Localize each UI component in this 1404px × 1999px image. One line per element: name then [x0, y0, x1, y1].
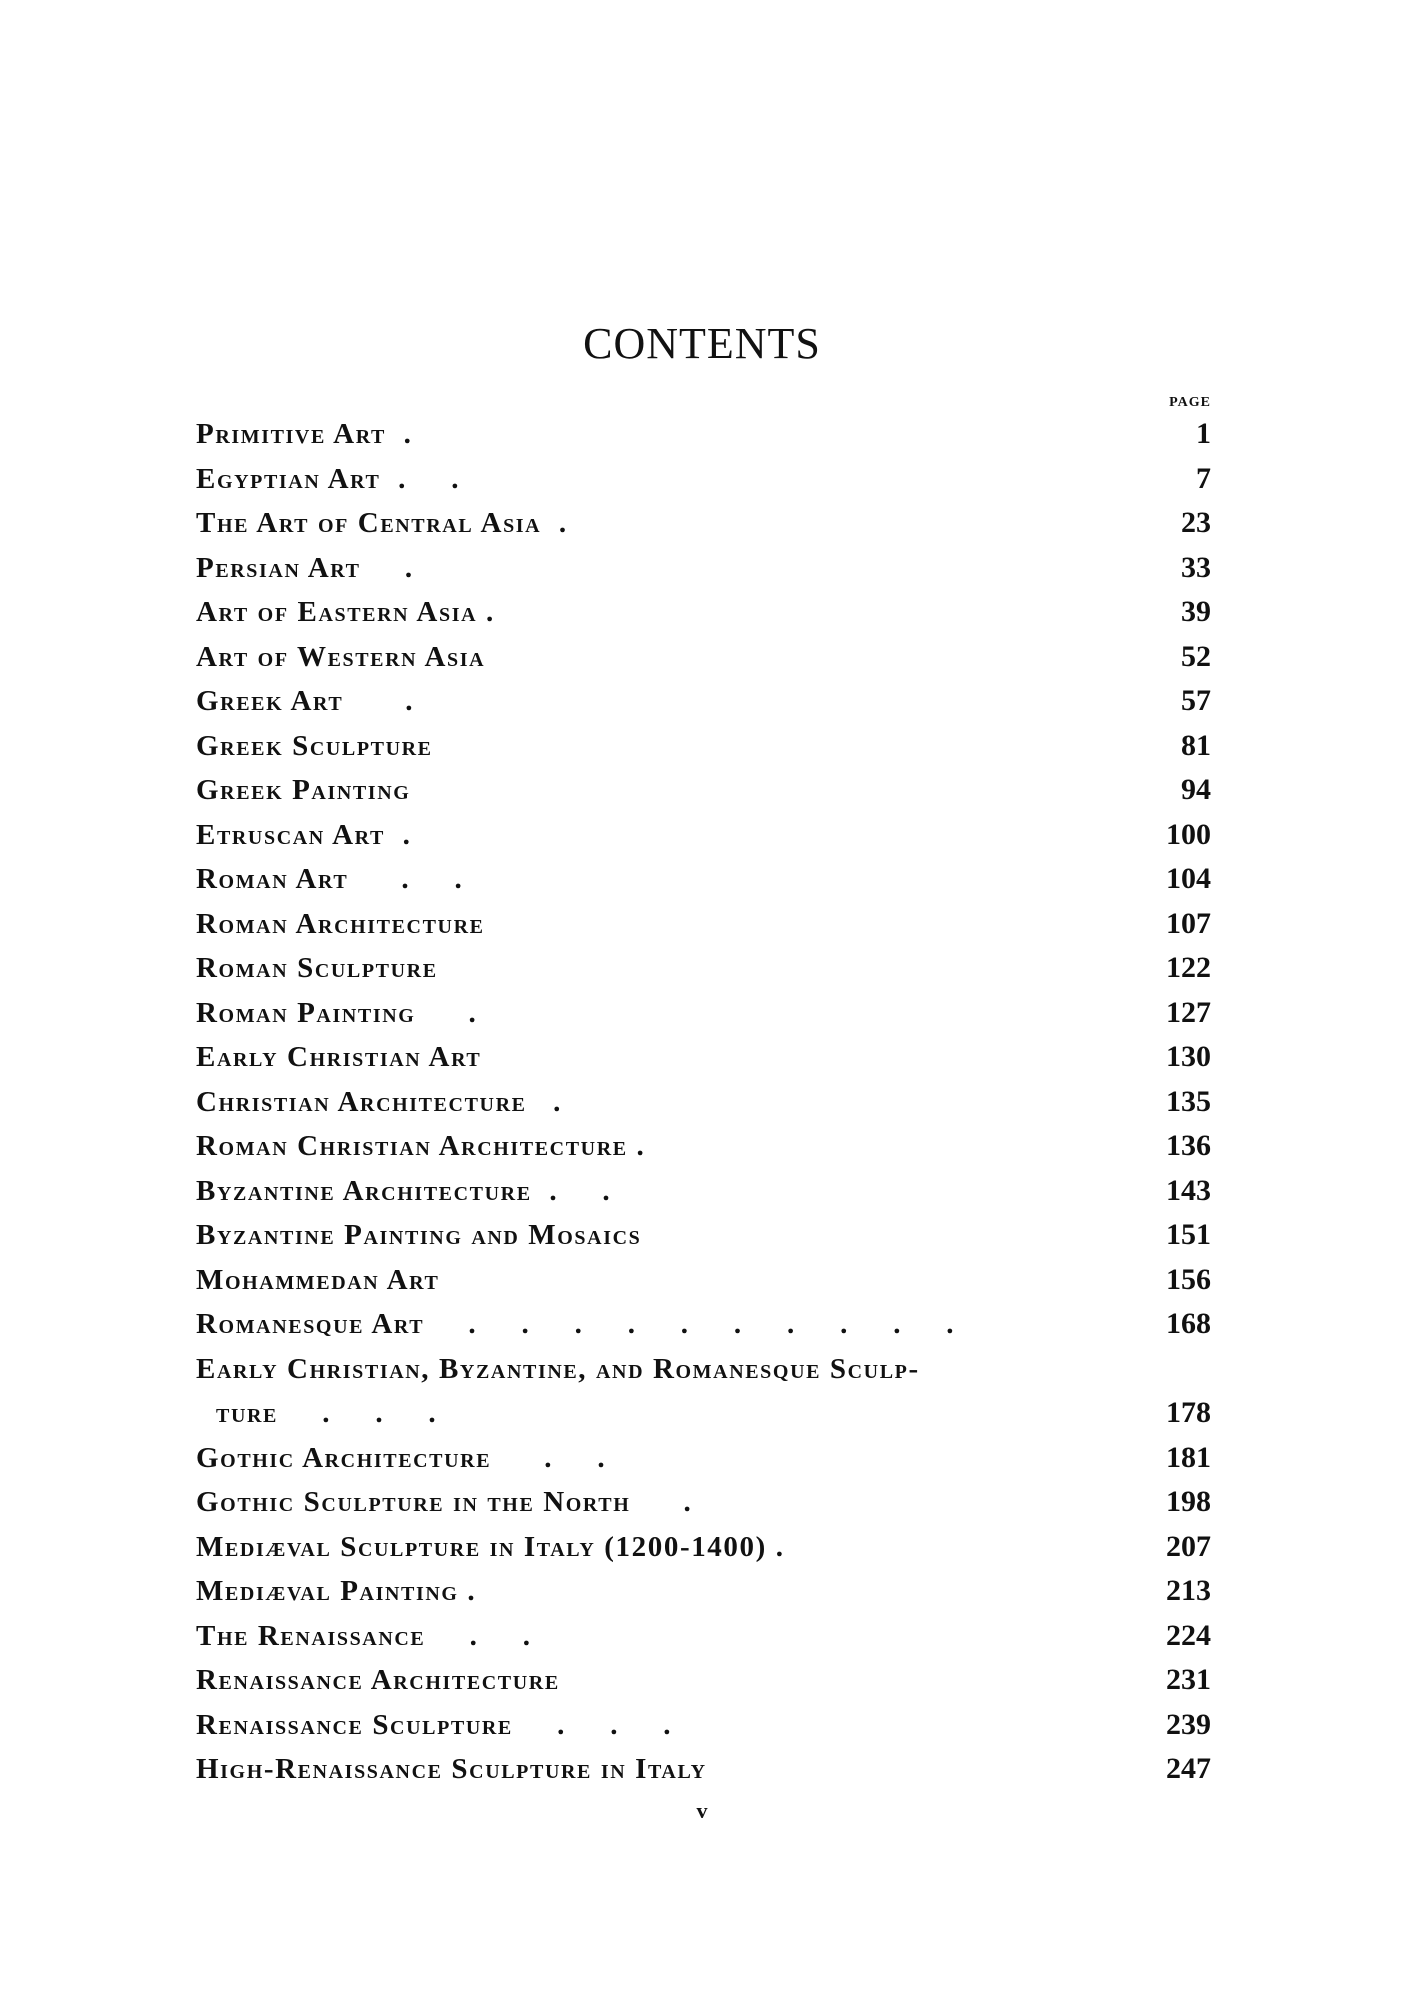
- toc-entry: [196, 857, 1211, 902]
- toc-entry-title: Greek Art .: [196, 685, 415, 717]
- toc-entry-page: 100: [1166, 817, 1211, 851]
- toc-entry-title: Early Christian, Byzantine, and Romanesque Sculp-: [196, 1352, 920, 1385]
- toc-entry-page: 224: [1166, 1618, 1211, 1652]
- toc-entry-title: High-Renaissance Sculpture in Italy: [196, 1753, 707, 1785]
- toc-entry-page: 107: [1166, 906, 1211, 940]
- toc-entry: [196, 768, 1211, 813]
- toc-entry-page: 81: [1181, 728, 1211, 762]
- toc-entry-page: 168: [1166, 1307, 1211, 1340]
- toc-entry: [196, 1302, 1211, 1347]
- toc-entry-page: 57: [1181, 684, 1211, 717]
- toc-entry: [196, 1480, 1211, 1525]
- toc-entry-page: 156: [1166, 1262, 1211, 1296]
- toc-entry-title: Renaissance Sculpture . . .: [196, 1708, 673, 1741]
- toc-entry-title: Byzantine Painting and Mosaics: [196, 1219, 642, 1251]
- toc-entry: [196, 501, 1211, 546]
- toc-entry-page: 1: [1196, 417, 1211, 450]
- toc-entry-title: Gothic Architecture . .: [196, 1441, 607, 1474]
- toc-entry-page: 130: [1166, 1040, 1211, 1073]
- toc-entry-title: Gothic Sculpture in the North .: [196, 1486, 693, 1518]
- toc-entry: [196, 1169, 1211, 1214]
- page-column-label: PAGE: [1169, 395, 1211, 410]
- toc-entry: [196, 679, 1211, 724]
- toc-entry-title: Mohammedan Art: [196, 1263, 440, 1296]
- toc-entry: [196, 1035, 1211, 1080]
- toc-entry-title: Christian Architecture .: [196, 1085, 562, 1118]
- toc-entry: [196, 412, 1211, 457]
- toc-entry-title: The Renaissance . .: [196, 1619, 532, 1652]
- toc-entry-page: 239: [1166, 1707, 1211, 1741]
- toc-entry-title: Roman Christian Architecture .: [196, 1130, 646, 1162]
- toc-entry: [196, 1703, 1211, 1748]
- toc-entry-page: 198: [1166, 1485, 1211, 1518]
- toc-entry: [196, 991, 1211, 1036]
- toc-entry: [196, 1213, 1211, 1258]
- toc-entry: [196, 902, 1211, 947]
- toc-entry-page: 151: [1166, 1218, 1211, 1251]
- toc-entry-title: Art of Western Asia: [196, 640, 486, 673]
- toc-entry: [196, 1525, 1211, 1570]
- toc-entry: [196, 813, 1211, 858]
- toc-entry-page: 94: [1181, 773, 1211, 806]
- toc-entry: [196, 1124, 1211, 1169]
- toc-entry-title: Persian Art .: [196, 551, 414, 584]
- toc-entry: [196, 635, 1211, 680]
- toc-entry: [196, 1347, 1211, 1392]
- toc-entry-page: 39: [1181, 595, 1211, 628]
- toc-entry: [196, 1258, 1211, 1303]
- toc-entry-title: Roman Sculpture: [196, 952, 438, 984]
- toc-entry-title: Byzantine Architecture . .: [196, 1174, 612, 1207]
- toc-entry-title: Etruscan Art .: [196, 818, 412, 851]
- toc-entry: [196, 946, 1211, 991]
- toc-entry-page: 136: [1166, 1129, 1211, 1162]
- toc-entry: [196, 457, 1211, 502]
- toc-entry-title: Roman Architecture: [196, 907, 485, 940]
- toc-entry-page: 207: [1166, 1529, 1211, 1563]
- toc-entry-title: The Art of Central Asia .: [196, 507, 568, 539]
- toc-entry-page: 33: [1181, 550, 1211, 584]
- toc-entry-title: Art of Eastern Asia .: [196, 596, 495, 628]
- toc-entry: [196, 1080, 1211, 1125]
- toc-entry: [196, 1569, 1211, 1614]
- toc-entry-page: 181: [1166, 1440, 1211, 1474]
- toc-entry-title: Renaissance Architecture: [196, 1664, 560, 1696]
- toc-entry: [196, 546, 1211, 591]
- toc-entry-title: Mediæval Sculpture in Italy (1200-1400) .: [196, 1530, 785, 1563]
- toc-entry-title: Early Christian Art: [196, 1041, 482, 1073]
- toc-entry-page: 23: [1181, 506, 1211, 539]
- toc-entry-page: 135: [1166, 1084, 1211, 1118]
- toc-entry-page: 7: [1196, 461, 1211, 495]
- toc-entry-page: 143: [1166, 1173, 1211, 1207]
- toc-entry-title: Roman Art . .: [196, 863, 464, 895]
- toc-entry-page: 104: [1166, 862, 1211, 895]
- page-title: CONTENTS: [583, 319, 821, 368]
- toc-entry-title: Primitive Art .: [196, 418, 413, 450]
- toc-entry: [196, 1747, 1211, 1792]
- toc-entry-title: Mediæval Painting .: [196, 1575, 477, 1607]
- table-of-contents: [196, 412, 1211, 1792]
- toc-entry-page: 127: [1166, 995, 1211, 1029]
- toc-entry-title: Greek Sculpture: [196, 729, 433, 762]
- toc-entry: [196, 1614, 1211, 1659]
- toc-entry-continuation: [196, 1391, 1211, 1436]
- toc-entry-page: 122: [1166, 951, 1211, 984]
- toc-entry-title: Romanesque Art . . . . . . . . . .: [196, 1308, 956, 1340]
- toc-entry-page: 213: [1166, 1574, 1211, 1607]
- toc-entry-page: 178: [1166, 1396, 1211, 1429]
- toc-entry-title: Egyptian Art . .: [196, 462, 461, 495]
- page-number-roman: v: [696, 1798, 708, 1823]
- toc-entry: [196, 1436, 1211, 1481]
- toc-entry: [196, 590, 1211, 635]
- toc-entry-page: 231: [1166, 1663, 1211, 1696]
- toc-entry: [196, 1658, 1211, 1703]
- toc-entry-title: Roman Painting .: [196, 996, 478, 1029]
- toc-entry-page: 247: [1166, 1752, 1211, 1785]
- toc-entry-title: Greek Painting: [196, 774, 411, 806]
- toc-entry-page: 52: [1181, 639, 1211, 673]
- toc-entry-title: ture . . .: [216, 1397, 438, 1429]
- toc-entry: [196, 724, 1211, 769]
